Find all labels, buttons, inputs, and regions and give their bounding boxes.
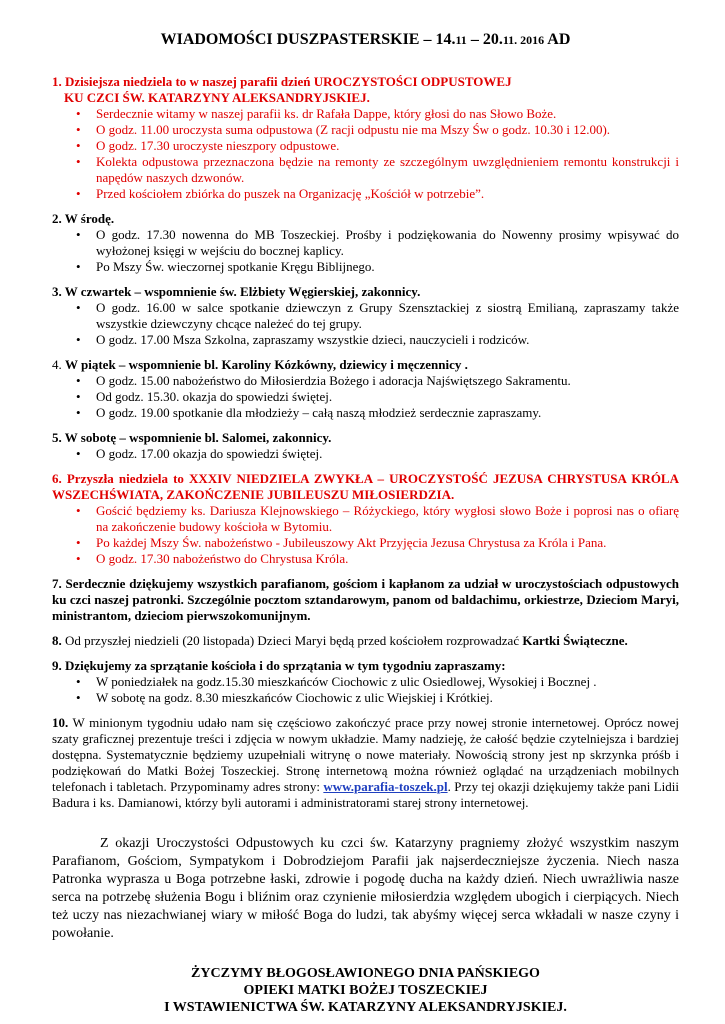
section-6-list: [52, 503, 679, 567]
final-blessing: [52, 965, 679, 1016]
section-10-text-1: W minionym tygodniu udało nam się częściowo zakończyć prace przy nowej stronie internetowej. Oprócz nowej szaty graficznej prezentuje treści i zdjęcia w nowym układzie. Mamy nadzieję, że całość będzie czytelniejsza i bardziej dostępna. Systematycznie będziemy uzupełniali witrynę o nowe materiały. Nowością strony jest np skrzynka próśb i podziękowań do Matki Bożej Toszeckiej. Stronę internetową można również oglądać na urządzeniach mobilnych telefonach i tabletach. Przypominamy adres strony:: [52, 715, 679, 794]
page-title: [52, 32, 679, 48]
list-item: • W poniedziałek na godz.15.30 mieszkańców Ciochowic z ulic Osiedlowej, Wysokiej i Bocznej .: [96, 674, 679, 690]
list-item: • O godz. 17.30 uroczyste nieszpory odpustowe.: [96, 138, 679, 154]
list-item: • Gościć będziemy ks. Dariusza Klejnowskiego – Różyckiego, który wygłosi słowo Boże i poprosi nas o ofiarę na zakończenie budowy kościoła w Bytomiu.: [96, 503, 679, 535]
section-10-number: 10.: [52, 715, 69, 730]
list-item: • Przed kościołem zbiórka do puszek na Organizację „Kościół w potrzebie”.: [96, 186, 679, 202]
list-item: • Po każdej Mszy Św. nabożeństwo - Jubileuszowy Akt Przyjęcia Jezusa Chrystusa za Króla i Pana.: [96, 535, 679, 551]
section-9-list: [52, 674, 679, 706]
list-item: • O godz. 17.00 Msza Szkolna, zapraszamy wszystkie dzieci, nauczycieli i rodziców.: [96, 332, 679, 348]
section-9-heading: 9. Dziękujemy za sprzątanie kościoła i do sprzątania w tym tygodniu zapraszamy:: [52, 658, 506, 673]
section-8-text: Od przyszłej niedzieli (20 listopada) Dzieci Maryi będą przed kościołem rozprowadzać: [61, 633, 523, 648]
list-item: • Serdecznie witamy w naszej parafii ks. dr Rafała Dappe, który głosi do nas Słowo Boże.: [96, 106, 679, 122]
section-5: [52, 430, 679, 462]
section-1-list: [52, 106, 679, 202]
list-item: • O godz. 15.00 nabożeństwo do Miłosierdzia Bożego i adoracja Najświętszego Sakramentu.: [96, 373, 679, 389]
title-ad: AD: [544, 31, 571, 48]
section-2-list: [52, 227, 679, 275]
title-month-2: 11. 2016: [502, 33, 545, 47]
title-text: WIADOMOŚCI DUSZPASTERSKIE – 14.: [160, 31, 456, 48]
section-3-heading: 3. W czwartek – wspomnienie św. Elżbiety Węgierskiej, zakonnicy.: [52, 284, 421, 299]
section-10: [52, 715, 679, 811]
list-item: • W sobotę na godz. 8.30 mieszkańców Ciochowic z ulic Wiejskiej i Krótkiej.: [96, 690, 679, 706]
section-1-heading-line1: 1. Dzisiejsza niedziela to w naszej parafii dzień UROCZYSTOŚCI ODPUSTOWEJ: [52, 74, 512, 89]
section-8-bold: Kartki Świąteczne.: [522, 633, 628, 648]
final-line-2: OPIEKI MATKI BOŻEJ TOSZECKIEJ: [243, 983, 488, 998]
section-9: [52, 658, 679, 706]
final-line-1: ŻYCZYMY BŁOGOSŁAWIONEGO DNIA PAŃSKIEGO: [191, 966, 540, 981]
section-7: 7. Serdecznie dziękujemy wszystkich parafianom, gościom i kapłanom za udział w uroczystościach odpustowych ku czci naszej patronki. Szczególnie pocztom sztandarowym, panom od baldachimu, orkiestrze, Dzieciom Maryi, ministrantom, dzieciom pierwszokomunijnym.: [52, 576, 679, 623]
list-item: • O godz. 17.00 okazja do spowiedzi świętej.: [96, 446, 679, 462]
section-10-text-2: . Przy tej okazji dziękujemy także pani Lidii Badura i ks. Damianowi, którzy byli autorami i administratorami starej strony internetowej.: [52, 779, 680, 810]
section-4-number: 4.: [52, 357, 65, 372]
section-4-heading: [52, 357, 679, 373]
section-5-heading: 5. W sobotę – wspomnienie bl. Salomei, zakonnicy.: [52, 430, 332, 445]
section-1-heading-line2: KU CZCI ŚW. KATARZYNY ALEKSANDRYJSKIEJ.: [64, 90, 370, 105]
list-item: • O godz. 17.30 nabożeństwo do Chrystusa Króla.: [96, 551, 679, 567]
list-item: • O godz. 16.00 w salce spotkanie dziewczyn z Grupy Szensztackiej z siostrą Emilianą, zapraszamy także wszystkie dziewczyny chcące należeć do tej grupy.: [96, 300, 679, 332]
list-item: • Od godz. 15.30. okazja do spowiedzi świętej.: [96, 389, 679, 405]
section-4-heading-text: W piątek – wspomnienie bl. Karoliny Kózkówny, dziewicy i męczennicy .: [65, 357, 468, 372]
section-3: [52, 284, 679, 348]
section-1: [52, 74, 679, 202]
final-line-3: I WSTAWIENICTWA ŚW. KATARZYNY ALEKSANDRYJSKIEJ.: [164, 1000, 567, 1015]
list-item: • O godz. 11.00 uroczysta suma odpustowa (Z racji odpustu nie ma Mszy Św o godz. 10.30 i 12.00).: [96, 122, 679, 138]
section-5-list: [52, 446, 679, 462]
closing-paragraph: Z okazji Uroczystości Odpustowych ku czci św. Katarzyny pragniemy złożyć wszystkim naszym Parafianom, Gościom, Sympatykom i Dobrodziejom Parafii jak najserdeczniejsze życzenia. Niech nasza Patronka wyprasza u Boga potrzebne łaski, zdrowie i pogodę ducha na każdy dzień. Niech uwrażliwia nasze serca na potrzebę służenia Bogu i bliźnim oraz czynienie miłosierdzia względem ubogich i cierpiących. Niech też uczy nas niezachwianej wiary w miłość Boga do ludzi, tak abyśmy więcej serca wkładali w nasze czyny i powołanie.: [52, 836, 679, 941]
section-4-list: [52, 373, 679, 421]
section-6-heading: 6. Przyszła niedziela to XXXIV NIEDZIELA ZWYKŁA – UROCZYSTOŚĆ JEZUSA CHRYSTUSA KRÓLA WSZECHŚWIATA, ZAKOŃCZENIE JUBILEUSZU MIŁOSIERDZIA.: [52, 471, 679, 502]
list-item: • O godz. 17.30 nowenna do MB Toszeckiej. Prośby i podziękowania do Nowenny prosimy wpisywać do wyłożonej księgi w wejściu do bocznej kaplicy.: [96, 227, 679, 259]
list-item: • Kolekta odpustowa przeznaczona będzie na remonty ze szczególnym uwzględnieniem remontu konstrukcji i napędów naszych dzwonów.: [96, 154, 679, 186]
section-4: [52, 357, 679, 421]
section-6: [52, 471, 679, 567]
section-2: [52, 211, 679, 275]
section-8: [52, 633, 679, 649]
title-dash: – 20.: [466, 31, 503, 48]
website-link[interactable]: www.parafia-toszek.pl: [323, 779, 448, 794]
section-3-list: [52, 300, 679, 348]
list-item: • O godz. 19.00 spotkanie dla młodzieży – całą naszą młodzież serdecznie zapraszamy.: [96, 405, 679, 421]
section-2-heading: 2. W środę.: [52, 211, 115, 226]
section-8-number: 8.: [52, 633, 62, 648]
list-item: • Po Mszy Św. wieczornej spotkanie Kręgu Biblijnego.: [96, 259, 679, 275]
title-month-1: 11: [455, 33, 467, 47]
